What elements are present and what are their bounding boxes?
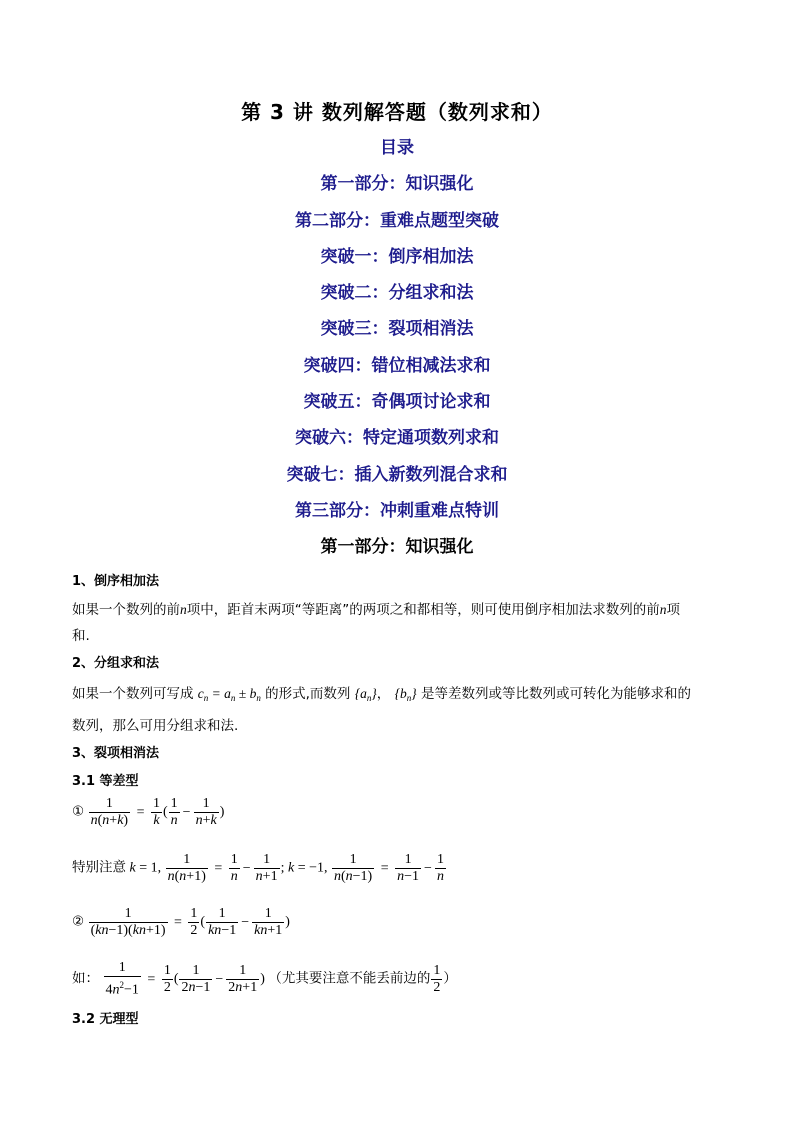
sequence-a: $\{a_n\}$ bbox=[354, 686, 377, 703]
sequence-b: $\{b_n\}$ bbox=[394, 686, 417, 703]
page-title: 第 3 讲 数列解答题（数列求和） bbox=[241, 100, 553, 124]
paragraph-group-sum: 如果一个数列可写成 $c_n = a_n \pm b_n$ 的形式,而数列 $\{a_n\}$， $\{b_n\}$ 是等差数列或等比数列或可转化为能够求和的 bbox=[72, 686, 691, 703]
toc-item[interactable]: 突破一：倒序相加法 bbox=[320, 246, 474, 267]
heading-arithmetic-type: 3.1 等差型 bbox=[72, 774, 139, 789]
heading-reverse-add: 1、倒序相加法 bbox=[72, 574, 160, 589]
heading-group-sum: 2、分组求和法 bbox=[72, 656, 160, 671]
toc-item[interactable]: 突破四：错位相减法求和 bbox=[303, 355, 491, 376]
toc-item[interactable]: 第一部分：知识强化 bbox=[320, 174, 474, 195]
heading-irrational-type: 3.2 无理型 bbox=[72, 1012, 139, 1027]
heading-split-cancel: 3、裂项相消法 bbox=[72, 746, 160, 761]
formula-cn: $c_n = a_n \pm b_n$ bbox=[197, 686, 261, 703]
toc-item[interactable]: 突破五：奇偶项讨论求和 bbox=[303, 392, 491, 413]
toc-item[interactable]: 第三部分：冲刺重难点特训 bbox=[295, 500, 499, 521]
toc-heading[interactable]: 目录 bbox=[380, 138, 414, 158]
toc-item[interactable]: 突破三：裂项相消法 bbox=[320, 319, 474, 340]
toc-item[interactable]: 突破六：特定通项数列求和 bbox=[295, 428, 499, 449]
toc-item[interactable]: 突破二：分组求和法 bbox=[320, 283, 474, 304]
paragraph-group-sum-cont: 数列，那么可用分组求和法. bbox=[72, 718, 239, 734]
section-heading: 第一部分：知识强化 bbox=[320, 537, 474, 558]
formula-4: 如： $\frac{1}{4n^2-1}$ = $\frac{1}{2}$ ( $\frac{1}{2n-1}$ − $\frac{1}{2n+1}$ ) （尤其要注意不能丢前边的 $\frac{1}{2}$ ） bbox=[72, 960, 457, 998]
toc-item[interactable]: 第二部分：重难点题型突破 bbox=[295, 210, 499, 231]
formula-3: ② $\frac{1}{(kn-1)(kn+1)}$ = $\frac{1}{2}$ ( $\frac{1}{kn-1}$ − $\frac{1}{kn+1}$ ) bbox=[72, 906, 290, 938]
toc-item[interactable]: 突破七：插入新数列混合求和 bbox=[286, 464, 508, 485]
formula-2: 特别注意 k = 1, $\frac{1}{n(n+1)}$ = $\frac{1}{n}$ − $\frac{1}{n+1}$ ; k = −1, $\frac{1}{n(n-1)}$ = $\frac{1}{n-1}$ − $\frac{1}{n}$ bbox=[72, 852, 444, 884]
paragraph-reverse-add-cont: 和. bbox=[72, 628, 90, 644]
paragraph-reverse-add: 如果一个数列的前n项中，距首末两项“等距离”的两项之和都相等，则可使用倒序相加法求数列的前n项 bbox=[72, 602, 680, 618]
formula-1: ① $\frac{1}{n(n+k)}$ = $\frac{1}{k}$ ( $\frac{1}{n}$ − $\frac{1}{n+k}$ ) bbox=[72, 796, 225, 828]
table-of-contents bbox=[0, 134, 794, 570]
